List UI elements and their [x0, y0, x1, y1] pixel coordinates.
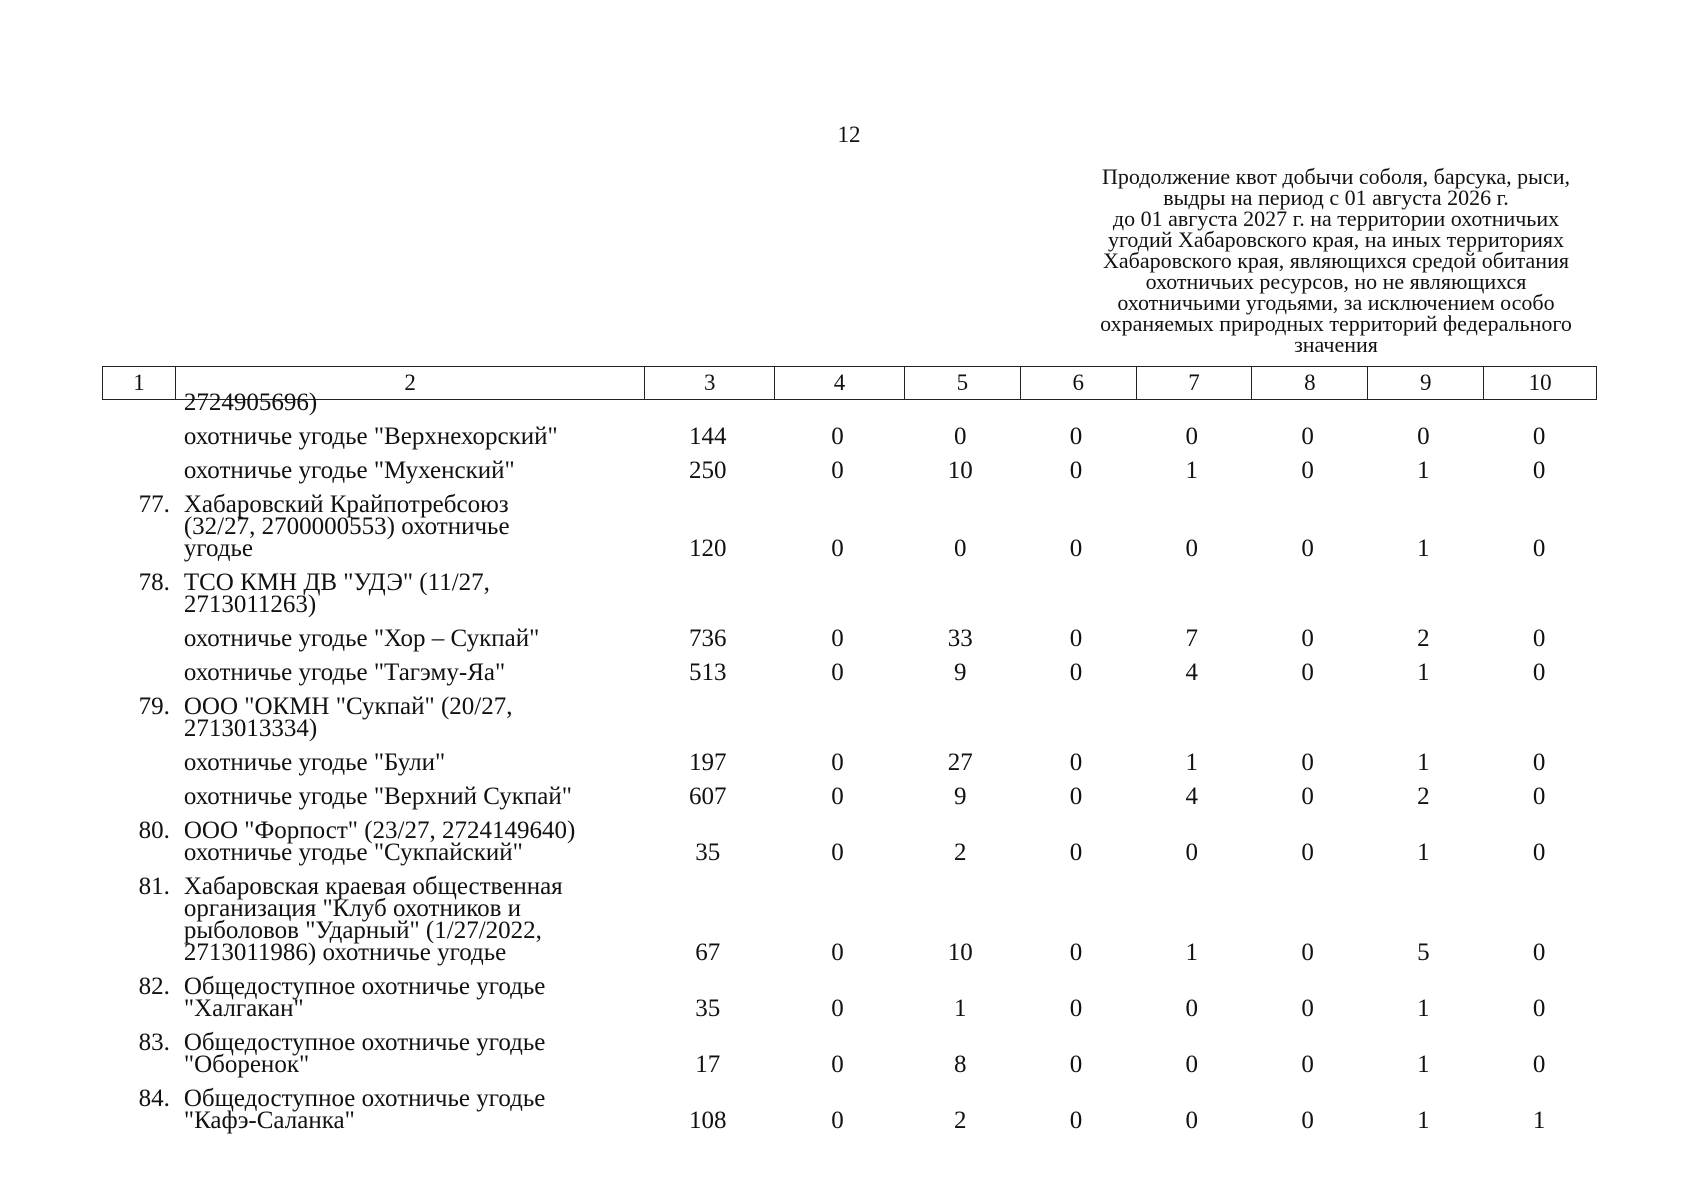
row-name-line: охотничье угодье "Хор – Сукпай": [183, 625, 540, 652]
value-cell: 1: [1417, 457, 1430, 484]
value-cell: 7: [1185, 625, 1199, 652]
value-cell: 1: [1417, 749, 1430, 776]
row-name-line: 2713011263): [183, 591, 317, 618]
value-cell: 0: [1301, 783, 1314, 810]
value-cell: 0: [831, 659, 844, 686]
caption-line: угодий Хабаровского края, на иных территориях: [1107, 227, 1565, 252]
table-row: [102, 817, 1597, 866]
caption-line: Хабаровского края, являющихся средой обитания: [1103, 248, 1569, 273]
value-cell: 108: [689, 1107, 727, 1134]
row-name: [174, 659, 643, 686]
table-row: [102, 569, 1597, 618]
caption-line: охотничьими угодьями, за исключением особо: [1117, 290, 1555, 315]
value-cell: 9: [954, 659, 967, 686]
row-name: [174, 389, 643, 416]
row-name: [174, 625, 643, 652]
value-cell: 8: [954, 1051, 967, 1078]
value-cell: 0: [1532, 783, 1546, 810]
value-cell: 35: [695, 995, 721, 1022]
value-cell: 0: [1069, 659, 1083, 686]
row-name-line: Хабаровская краевая общественная: [183, 873, 563, 900]
value-cell: 0: [1185, 1107, 1199, 1134]
header-cell: 6: [1020, 367, 1136, 399]
row-number: 84.: [138, 1085, 170, 1112]
value-cell: 1: [1417, 839, 1430, 866]
value-cell: 0: [1185, 423, 1199, 450]
table-row: [102, 749, 1597, 776]
value-cell: 0: [831, 995, 844, 1022]
value-cell: 607: [689, 783, 727, 810]
value-cell: 0: [1301, 839, 1314, 866]
row-number: 78.: [138, 569, 170, 596]
value-cell: 0: [1301, 535, 1314, 562]
caption-line: выдры на период с 01 августа 2026 г.: [1163, 185, 1509, 210]
value-cell: 0: [1532, 625, 1546, 652]
row-name-line: 2724905696): [183, 389, 318, 416]
value-cell: 0: [1532, 423, 1546, 450]
row-name-line: охотничье угодье "Верхнехорский": [183, 423, 558, 450]
value-cell: 0: [1301, 749, 1314, 776]
value-cell: 250: [689, 457, 727, 484]
value-cell: 197: [689, 749, 727, 776]
value-cell: 0: [1301, 1051, 1314, 1078]
value-cell: 5: [1417, 939, 1430, 966]
value-cell: 0: [1301, 939, 1314, 966]
caption-line: охотничьих ресурсов, но не являющихся: [1145, 269, 1527, 294]
row-name-line: рыболовов "Ударный" (1/27/2022,: [183, 917, 542, 944]
value-cell: 10: [947, 939, 973, 966]
value-cell: 0: [1069, 457, 1083, 484]
table-row: [102, 783, 1597, 810]
table-row: [102, 389, 1597, 416]
value-cell: 0: [831, 1107, 844, 1134]
value-cell: 2: [1417, 625, 1430, 652]
value-cell: 1: [1417, 535, 1430, 562]
row-name-line: ООО "ОКМН "Сукпай" (20/27,: [183, 693, 513, 720]
value-cell: 0: [1301, 659, 1314, 686]
value-cell: 1: [1417, 1051, 1430, 1078]
header-cell: 8: [1251, 367, 1367, 399]
value-cell: 4: [1185, 783, 1199, 810]
row-name: [174, 749, 643, 776]
row-name: [174, 423, 643, 450]
table-row: [102, 1085, 1597, 1134]
value-cell: 0: [1301, 995, 1314, 1022]
row-name: [174, 569, 643, 618]
row-name: [174, 1029, 643, 1078]
value-cell: 1: [1532, 1107, 1546, 1134]
value-cell: 0: [831, 939, 844, 966]
row-name-line: ООО "Форпост" (23/27, 2724149640): [183, 817, 576, 844]
value-cell: 1: [1185, 457, 1199, 484]
row-number: 77.: [138, 491, 170, 518]
header-cell: 2: [175, 367, 644, 399]
row-name-line: ТСО КМН ДВ "УДЭ" (11/27,: [183, 569, 490, 596]
value-cell: 0: [831, 423, 844, 450]
value-cell: 27: [947, 749, 973, 776]
row-name-line: 2713011986) охотничье угодье: [183, 939, 507, 966]
value-cell: 1: [1185, 939, 1199, 966]
row-name: [174, 873, 643, 966]
table-caption: [1046, 166, 1626, 355]
table-body: [102, 389, 1597, 1134]
row-number: 80.: [138, 817, 170, 844]
row-name-line: Общедоступное охотничье угодье: [183, 1029, 546, 1056]
value-cell: 0: [1069, 423, 1083, 450]
row-name-line: 2713013334): [183, 715, 318, 742]
value-cell: 0: [1069, 749, 1083, 776]
value-cell: 0: [1185, 1051, 1199, 1078]
value-cell: 1: [1417, 1107, 1430, 1134]
row-name-line: Хабаровский Крайпотребсоюз: [183, 491, 509, 518]
value-cell: 736: [689, 625, 727, 652]
row-name-line: организация "Клуб охотников и: [183, 895, 522, 922]
value-cell: 0: [954, 423, 967, 450]
table-row: [102, 659, 1597, 686]
caption-line: охраняемых природных территорий федерального: [1100, 311, 1572, 336]
value-cell: 144: [689, 423, 727, 450]
value-cell: 0: [1301, 1107, 1314, 1134]
row-name: [174, 1085, 643, 1134]
value-cell: 0: [1532, 659, 1546, 686]
value-cell: 0: [1069, 995, 1083, 1022]
value-cell: 0: [1301, 625, 1314, 652]
value-cell: 0: [1069, 783, 1083, 810]
row-name-line: "Кафэ-Саланка": [183, 1107, 355, 1134]
row-name: [174, 491, 643, 562]
value-cell: 0: [1532, 995, 1546, 1022]
row-name-line: угодье: [183, 535, 253, 562]
table-row: [102, 491, 1597, 562]
value-cell: 0: [954, 535, 967, 562]
value-cell: 0: [1417, 423, 1430, 450]
header-cell: 3: [644, 367, 774, 399]
value-cell: 0: [1069, 939, 1083, 966]
page-number: 12: [837, 122, 861, 147]
value-cell: 0: [1532, 749, 1546, 776]
value-cell: 0: [1301, 457, 1314, 484]
table-row: [102, 423, 1597, 450]
row-name: [174, 817, 643, 866]
caption-line: Продолжение квот добычи соболя, барсука, рыси,: [1101, 164, 1570, 189]
value-cell: 9: [954, 783, 967, 810]
row-name-line: Общедоступное охотничье угодье: [183, 973, 546, 1000]
value-cell: 0: [831, 1051, 844, 1078]
value-cell: 0: [831, 749, 844, 776]
row-name-line: охотничье угодье "Мухенский": [183, 457, 515, 484]
value-cell: 0: [1301, 423, 1314, 450]
table-row: [102, 873, 1597, 966]
value-cell: 0: [1069, 625, 1083, 652]
value-cell: 0: [1532, 939, 1546, 966]
row-name: [174, 457, 643, 484]
value-cell: 0: [1532, 535, 1546, 562]
row-name-line: "Халгакан": [183, 995, 304, 1022]
value-cell: 10: [947, 457, 973, 484]
table-row: [102, 1029, 1597, 1078]
value-cell: 0: [831, 783, 844, 810]
value-cell: 0: [1185, 995, 1199, 1022]
value-cell: 0: [1069, 1107, 1083, 1134]
row-name-line: "Оборенок": [183, 1051, 310, 1078]
value-cell: 4: [1185, 659, 1199, 686]
value-cell: 0: [1069, 1051, 1083, 1078]
header-cell: 5: [904, 367, 1020, 399]
row-number: 79.: [138, 693, 170, 720]
value-cell: 67: [695, 939, 721, 966]
value-cell: 0: [1532, 839, 1546, 866]
row-name-line: (32/27, 2700000553) охотничье: [183, 513, 510, 540]
value-cell: 33: [947, 625, 973, 652]
row-name: [174, 783, 643, 810]
row-name-line: охотничье угодье "Верхний Сукпай": [183, 783, 572, 810]
caption-line: до 01 августа 2027 г. на территории охотничьих: [1112, 206, 1560, 231]
header-cell: 9: [1367, 367, 1483, 399]
value-cell: 0: [1532, 457, 1546, 484]
value-cell: 1: [1417, 995, 1430, 1022]
value-cell: 0: [831, 625, 844, 652]
row-name: [174, 973, 643, 1022]
value-cell: 35: [695, 839, 721, 866]
value-cell: 0: [831, 535, 844, 562]
row-number: 82.: [138, 973, 170, 1000]
value-cell: 0: [1069, 535, 1083, 562]
value-cell: 0: [1185, 839, 1199, 866]
table-row: [102, 973, 1597, 1022]
table-row: [102, 625, 1597, 652]
value-cell: 17: [695, 1051, 721, 1078]
row-number: 83.: [138, 1029, 170, 1056]
header-cell: 1: [133, 370, 145, 395]
value-cell: 0: [831, 839, 844, 866]
table-row: [102, 457, 1597, 484]
header-cell: 4: [774, 367, 904, 399]
value-cell: 2: [954, 1107, 967, 1134]
table-row: [102, 693, 1597, 742]
row-name-line: Общедоступное охотничье угодье: [183, 1085, 546, 1112]
value-cell: 0: [831, 457, 844, 484]
value-cell: 0: [1185, 535, 1199, 562]
value-cell: 1: [1417, 659, 1430, 686]
row-name-line: охотничье угодье "Тагэму-Яа": [183, 659, 506, 686]
row-number: 81.: [138, 873, 170, 900]
row-name-line: охотничье угодье "Сукпайский": [183, 839, 523, 866]
value-cell: 513: [689, 659, 727, 686]
value-cell: 1: [954, 995, 967, 1022]
caption-line: значения: [1294, 332, 1378, 357]
value-cell: 0: [1532, 1051, 1546, 1078]
header-cell: 7: [1136, 367, 1252, 399]
value-cell: 2: [1417, 783, 1430, 810]
value-cell: 120: [689, 535, 727, 562]
header-cell: 10: [1483, 367, 1596, 399]
value-cell: 1: [1185, 749, 1199, 776]
value-cell: 2: [954, 839, 967, 866]
value-cell: 0: [1069, 839, 1083, 866]
row-name: [174, 693, 643, 742]
row-name-line: охотничье угодье "Були": [183, 749, 446, 776]
